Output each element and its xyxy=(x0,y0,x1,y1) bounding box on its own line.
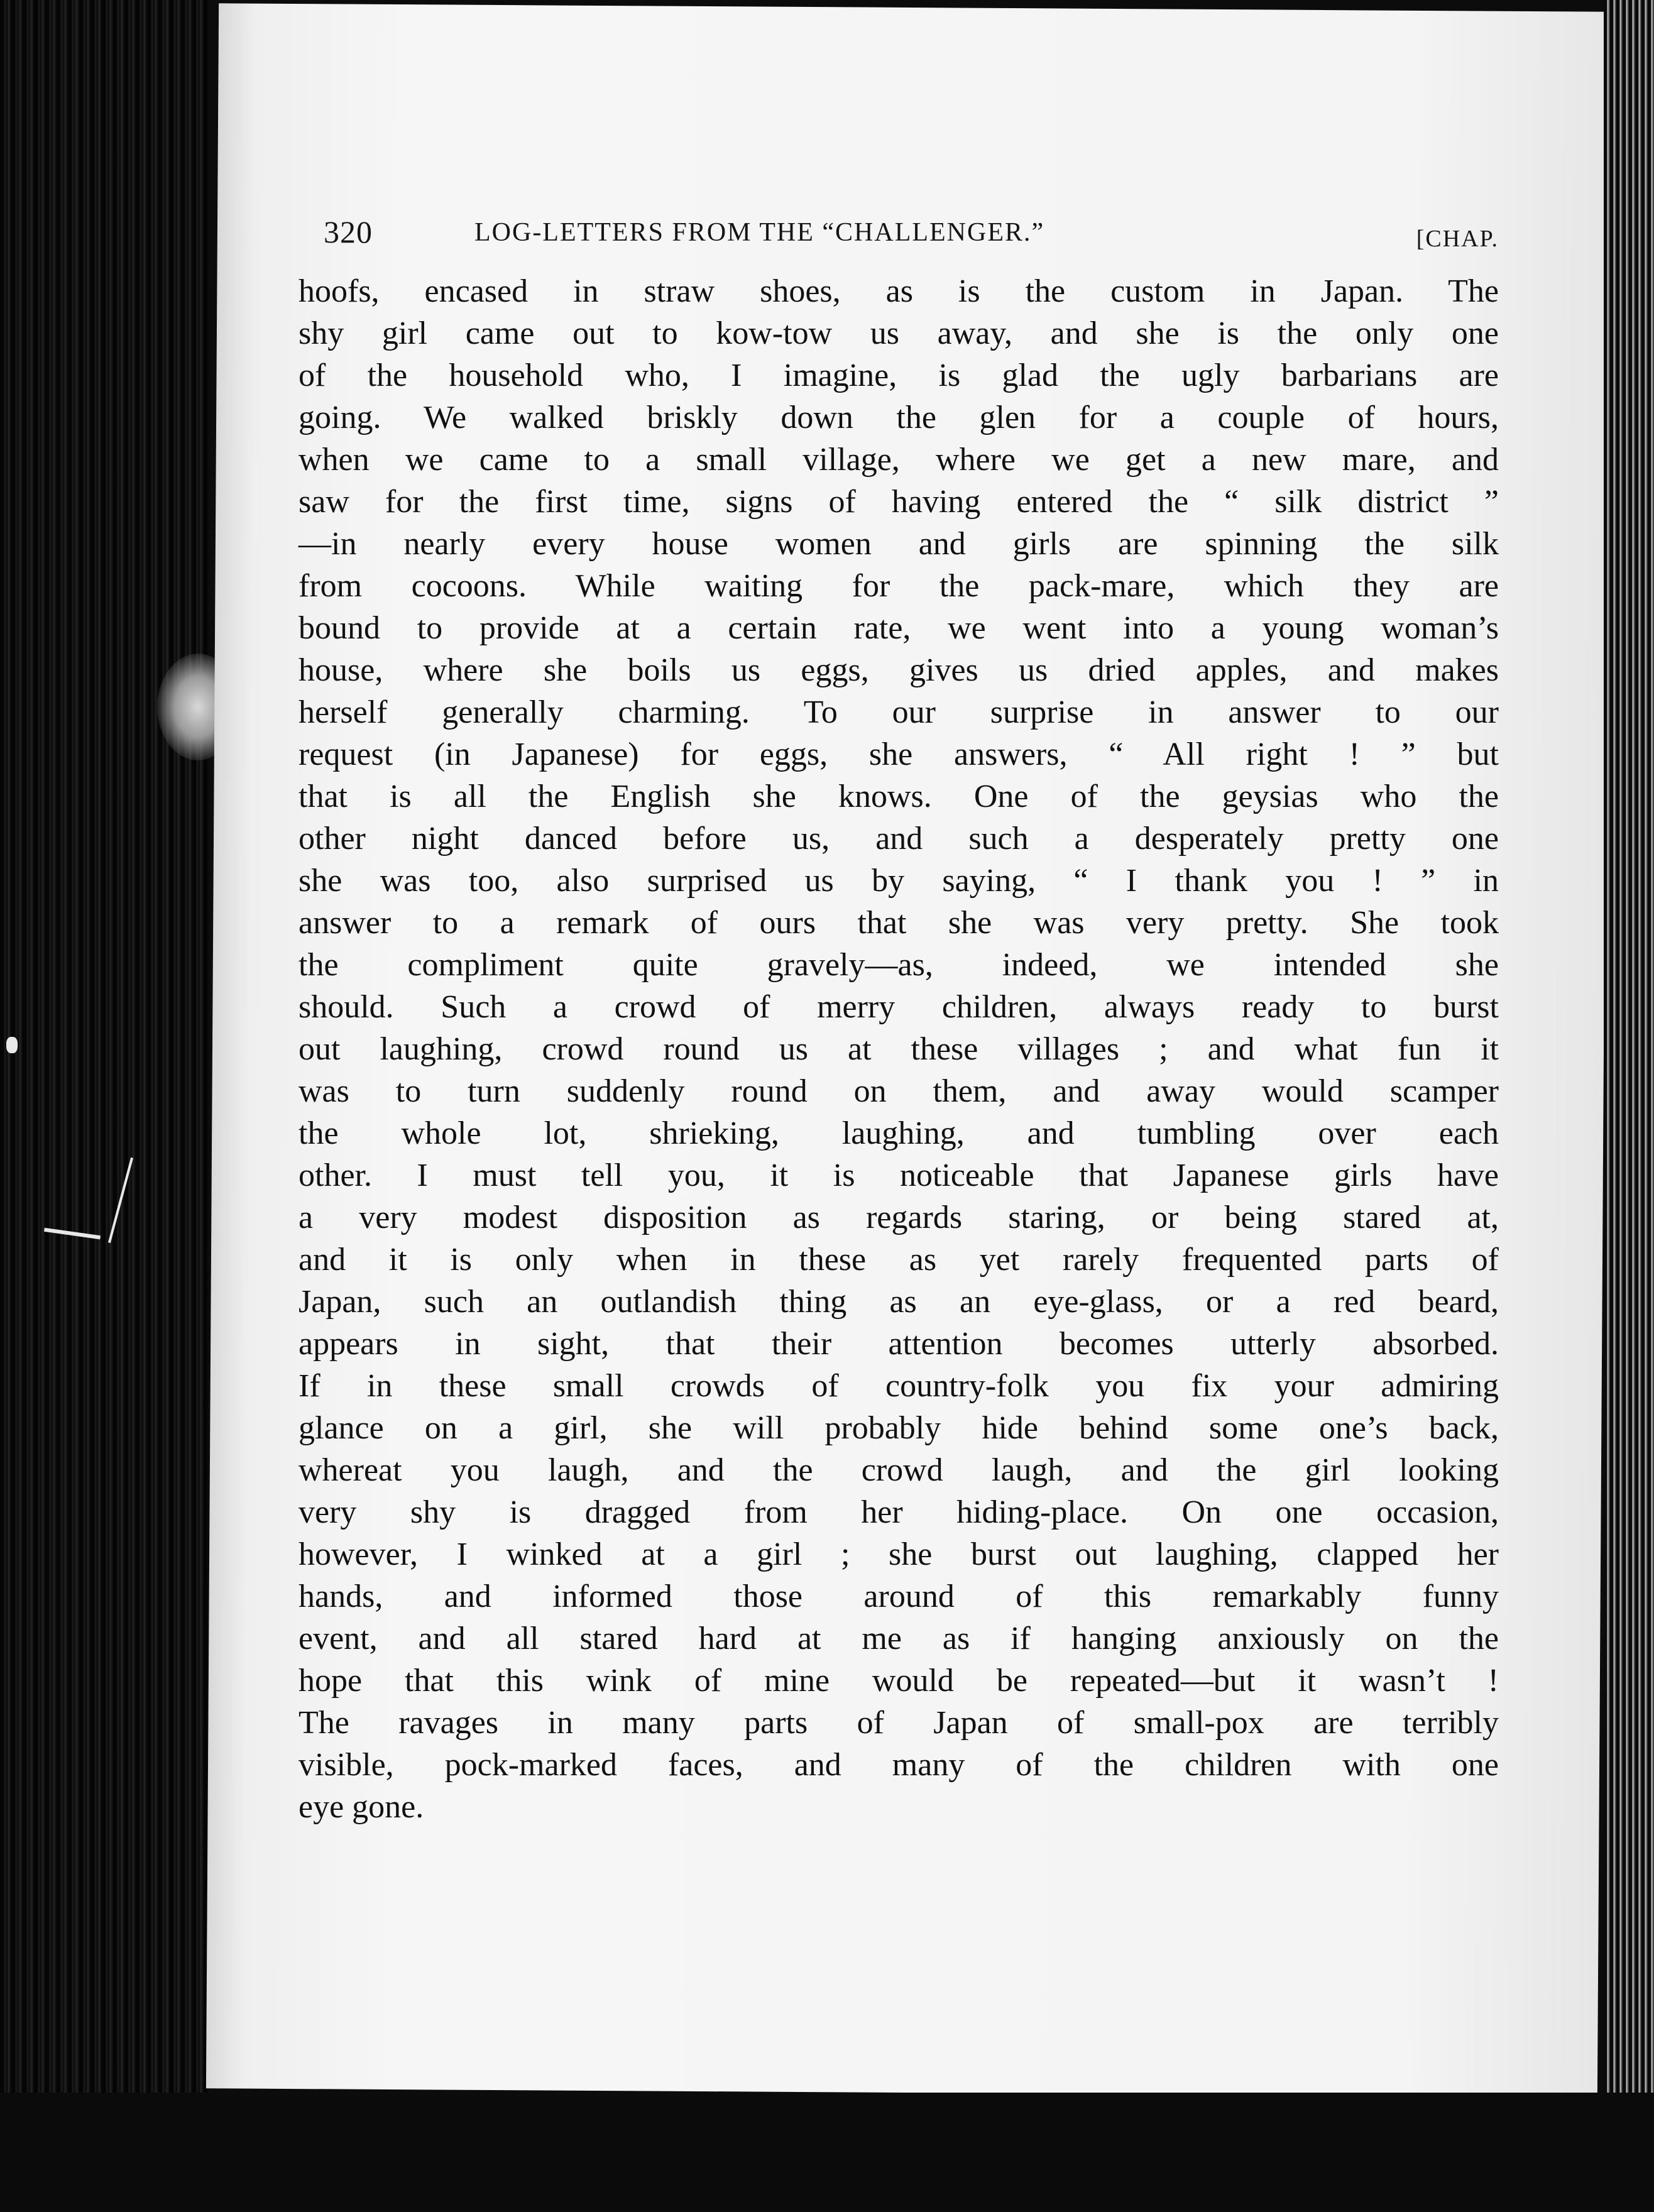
text-line: hope that this wink of mine would be repeated—but it wasn’t ! xyxy=(298,1663,1499,1699)
text-line: should. Such a crowd of merry children, always ready to burst xyxy=(298,989,1499,1025)
text-line: very shy is dragged from her hiding-place. On one occasion, xyxy=(298,1494,1499,1530)
text-line: The ravages in many parts of Japan of small-pox are terribly xyxy=(298,1705,1499,1741)
text-line: hoofs, encased in straw shoes, as is the custom in Japan. The xyxy=(298,273,1499,309)
scan-bottom-border xyxy=(0,2093,1654,2212)
page-header xyxy=(324,214,1499,258)
text-line: she was too, also surprised us by saying, “ I thank you ! ” in xyxy=(298,863,1499,899)
text-line: house, where she boils us eggs, gives us dried apples, and makes xyxy=(298,652,1499,688)
text-line: that is all the English she knows. One of the geysias who the xyxy=(298,779,1499,814)
text-line: when we came to a small village, where we get a new mare, and xyxy=(298,442,1499,478)
text-line: —in nearly every house women and girls are spinning the silk xyxy=(298,526,1499,562)
body-text xyxy=(298,270,1499,1828)
page-stack-edge xyxy=(1604,0,1654,2212)
text-line: event, and all stared hard at me as if hanging anxiously on the xyxy=(298,1621,1499,1656)
text-line: eye gone. xyxy=(298,1789,424,1825)
text-line: was to turn suddenly round on them, and away would scamper xyxy=(298,1073,1499,1109)
text-line: from cocoons. While waiting for the pack-mare, which they are xyxy=(298,568,1499,604)
page-number: 320 xyxy=(324,214,373,249)
text-line: other. I must tell you, it is noticeable that Japanese girls have xyxy=(298,1158,1499,1193)
text-line: request (in Japanese) for eggs, she answers, “ All right ! ” but xyxy=(298,736,1499,772)
text-line: visible, pock-marked faces, and many of the children with one xyxy=(298,1747,1499,1783)
text-line: shy girl came out to kow-tow us away, and she is the only one xyxy=(298,315,1499,351)
text-line: going. We walked briskly down the glen for a couple of hours, xyxy=(298,400,1499,435)
text-line: however, I winked at a girl ; she burst out laughing, clapped her xyxy=(298,1536,1499,1572)
chapter-mark: [CHAP. xyxy=(1416,226,1499,252)
text-line: other night danced before us, and such a desperately pretty one xyxy=(298,821,1499,857)
text-line: out laughing, crowd round us at these villages ; and what fun it xyxy=(298,1031,1499,1067)
text-line: appears in sight, that their attention becomes utterly absorbed. xyxy=(298,1326,1499,1362)
text-line: the compliment quite gravely—as, indeed, we intended she xyxy=(298,947,1499,983)
text-line: of the household who, I imagine, is glad the ugly barbarians are xyxy=(298,358,1499,393)
scan-speck xyxy=(6,1037,18,1053)
text-line: and it is only when in these as yet rarely frequented parts of xyxy=(298,1242,1499,1278)
text-line: whereat you laugh, and the crowd laugh, and the girl looking xyxy=(298,1452,1499,1488)
text-line: bound to provide at a certain rate, we went into a young woman’s xyxy=(298,610,1499,646)
text-line: If in these small crowds of country-folk you fix your admiring xyxy=(298,1368,1499,1404)
text-line: Japan, such an outlandish thing as an eye-glass, or a red beard, xyxy=(298,1284,1499,1320)
running-title: LOG-LETTERS FROM THE “CHALLENGER.” xyxy=(474,218,1045,247)
text-line: herself generally charming. To our surprise in answer to our xyxy=(298,694,1499,730)
text-line: answer to a remark of ours that she was very pretty. She took xyxy=(298,905,1499,941)
text-line: glance on a girl, she will probably hide behind some one’s back, xyxy=(298,1410,1499,1446)
text-line: a very modest disposition as regards staring, or being stared at, xyxy=(298,1200,1499,1235)
text-line: saw for the first time, signs of having entered the “ silk district ” xyxy=(298,484,1499,520)
book-edge xyxy=(0,0,207,2212)
text-line: the whole lot, shrieking, laughing, and tumbling over each xyxy=(298,1115,1499,1151)
text-line: hands, and informed those around of this remarkably funny xyxy=(298,1579,1499,1614)
